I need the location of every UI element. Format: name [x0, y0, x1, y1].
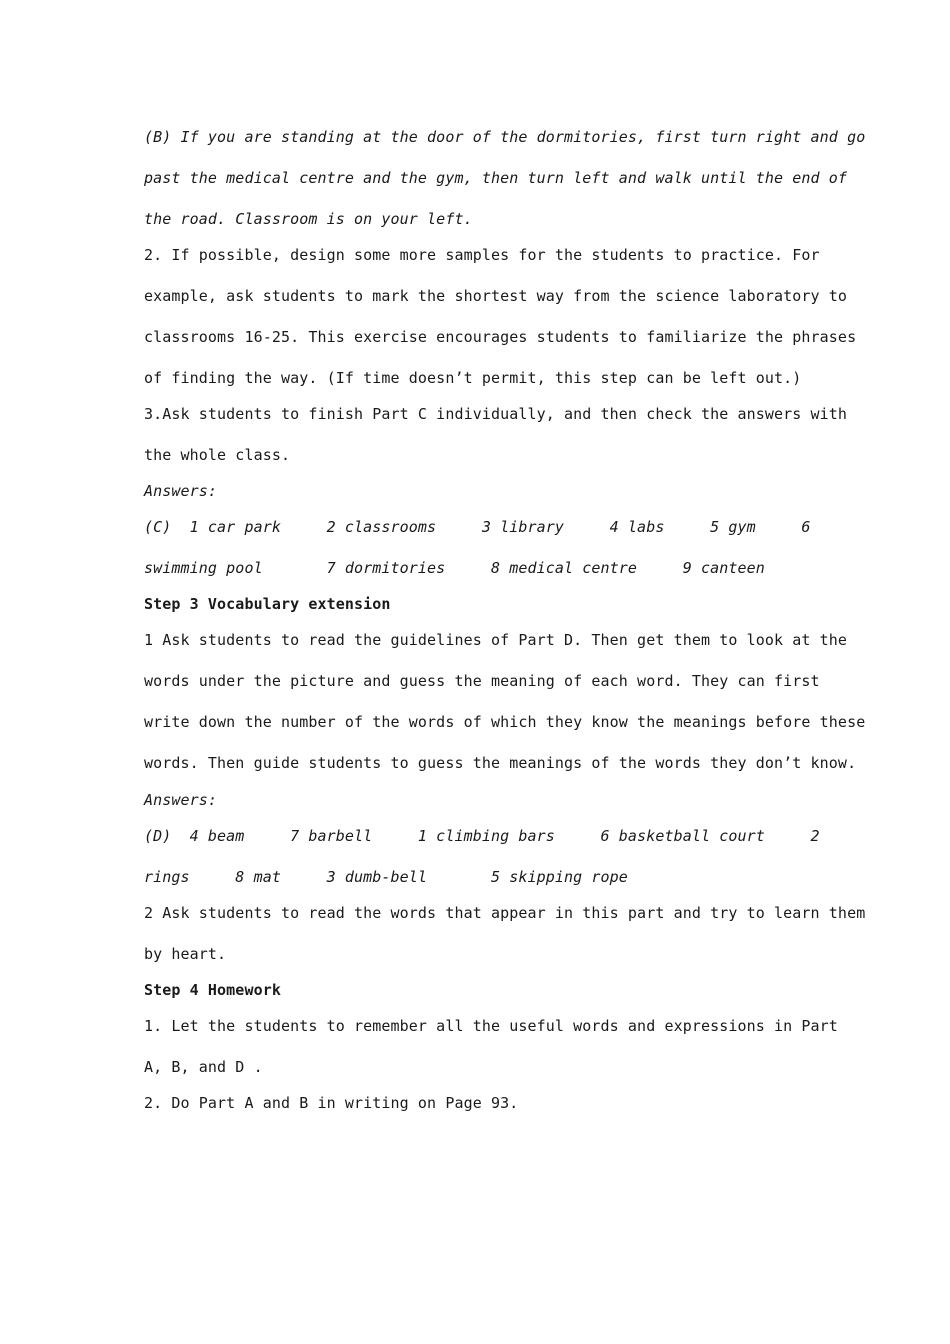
step-3-item-1-line-1: 1 Ask students to read the guidelines of Part D. Then get them to look at the	[144, 631, 848, 649]
step-3-item-1-line-4: words. Then guide students to guess the meanings of the words they don’t know.	[144, 754, 857, 772]
step-2-item-2-line-3: classrooms 16-25. This exercise encourages students to familiarize the phrases	[144, 328, 857, 346]
answers-c-line-2: swimming pool 7 dormitories 8 medical centre 9 canteen	[144, 559, 765, 577]
step-3-item-2-line-2: by heart.	[144, 945, 227, 963]
step-3-item-1-line-3: write down the number of the words of which they know the meanings before these	[144, 713, 866, 731]
option-b-line-2: past the medical centre and the gym, then turn left and walk until the end of	[144, 169, 848, 187]
option-b-line-1: (B) If you are standing at the door of the dormitories, first turn right and go	[144, 128, 866, 146]
step-2-item-2-line-2: example, ask students to mark the shortest way from the science laboratory to	[144, 287, 848, 305]
step-2-item-2-line-4: of finding the way. (If time doesn’t permit, this step can be left out.)	[144, 369, 802, 387]
step-2-item-3-line-1: 3.Ask students to finish Part C individually, and then check the answers with	[144, 405, 848, 423]
step-4-heading: Step 4 Homework	[144, 981, 281, 999]
answers-c-line-1: (C) 1 car park 2 classrooms 3 library 4 labs 5 gym 6	[144, 518, 811, 536]
option-b-line-3: the road. Classroom is on your left.	[144, 210, 473, 228]
step-3-item-1-line-2: words under the picture and guess the meaning of each word. They can first	[144, 672, 820, 690]
step-2-item-2-line-1: 2. If possible, design some more samples for the students to practice. For	[144, 246, 820, 264]
step-3-item-2-line-1: 2 Ask students to read the words that appear in this part and try to learn them	[144, 904, 866, 922]
step-2-item-3-line-2: the whole class.	[144, 446, 291, 464]
answers-label: Answers:	[144, 482, 218, 500]
step-4-item-1-line-2: A, B, and D .	[144, 1058, 263, 1076]
step-4-item-2: 2. Do Part A and B in writing on Page 93.	[144, 1094, 519, 1112]
answers-d-line-1: (D) 4 beam 7 barbell 1 climbing bars 6 basketball court 2	[144, 827, 820, 845]
answers-label: Answers:	[144, 791, 218, 809]
step-3-heading: Step 3 Vocabulary extension	[144, 595, 391, 613]
step-4-item-1-line-1: 1. Let the students to remember all the useful words and expressions in Part	[144, 1017, 838, 1035]
answers-d-line-2: rings 8 mat 3 dumb-bell 5 skipping rope	[144, 868, 628, 886]
